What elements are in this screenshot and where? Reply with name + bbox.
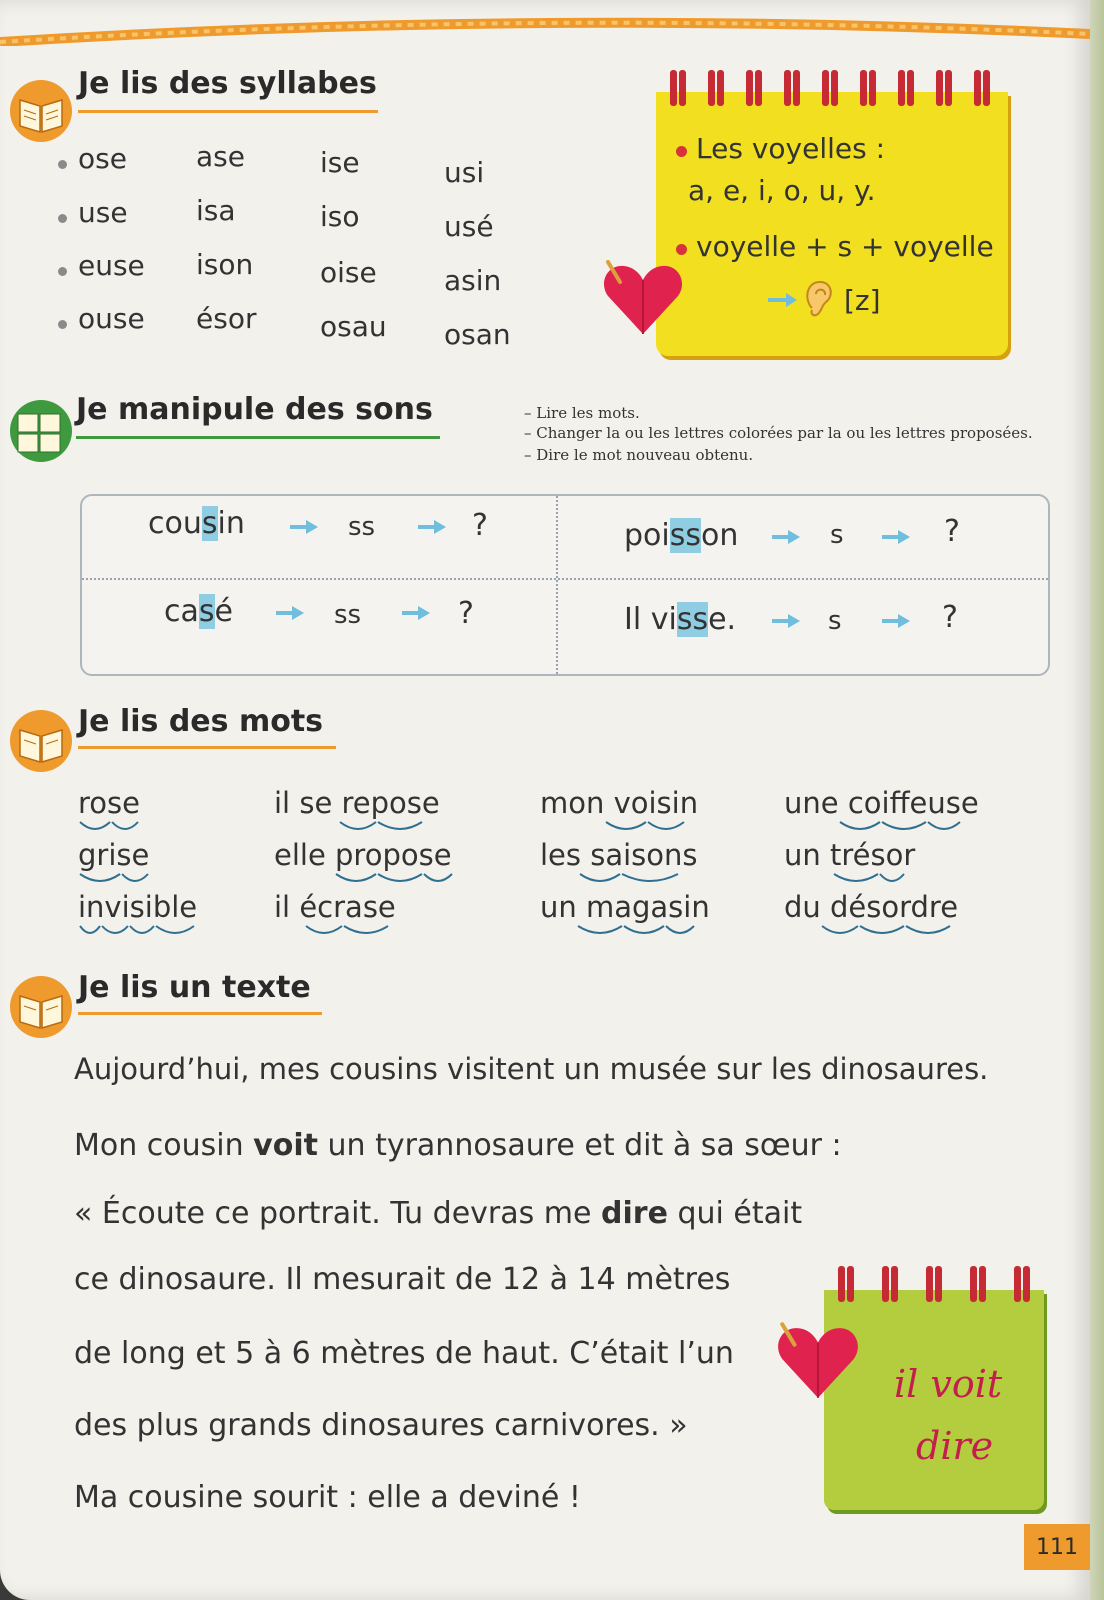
substitute-letters: s [830,520,844,550]
arrow-icon [418,520,446,534]
binder-ring [974,70,981,106]
question-mark: ? [944,514,960,549]
decorative-top-band [0,14,1090,46]
instruction-line: – Lire les mots. [524,404,640,422]
substitute-letters: ss [348,512,376,542]
syllable: oise [320,256,377,289]
binder-ring [838,1266,845,1302]
book-icon [6,76,76,146]
syllable: usi [444,156,485,189]
section-title-words: Je lis des mots [78,704,324,739]
syllable: isa [196,194,236,227]
syllable-arcs [70,818,1010,948]
text-line: ce dinosaure. Il mesurait de 12 à 14 mètres [74,1262,731,1297]
word: une coiffeuse [784,786,979,820]
binder-ring [1014,1266,1021,1302]
syllable: osau [320,310,387,343]
word-poisson: poisson [624,518,739,553]
binder-ring [936,70,943,106]
text-line: Aujourd’hui, mes cousins visitent un musée sur les dinosaures. [74,1052,989,1086]
rule-note [656,92,1008,356]
syllable: ise [320,146,360,179]
book-icon [6,706,76,776]
binder-ring [860,70,867,106]
vowels-label: Les voyelles : [696,132,886,165]
substitute-letters: s [828,606,842,636]
arrow-icon [772,614,800,628]
handwritten-word: dire [916,1424,994,1468]
heart-clip-icon [772,1314,864,1406]
word: les saisons [540,838,698,872]
title-underline [76,436,440,439]
table-divider [82,578,1048,580]
table-divider [556,496,558,674]
word: elle propose [274,838,452,872]
arrow-icon [276,606,304,620]
binder-ring [708,70,715,106]
word: un magasin [540,890,710,924]
syllable: ase [196,140,245,173]
arrow-icon [402,606,430,620]
word: il se repose [274,786,440,820]
title-underline [78,1012,322,1015]
arrow-icon [772,530,800,544]
text-line: des plus grands dinosaures carnivores. » [74,1408,688,1443]
question-mark: ? [942,600,958,635]
section-title-manipulate: Je manipule des sons [76,392,433,427]
title-underline [78,110,378,113]
text-line: de long et 5 à 6 mètres de haut. C’était l’un [74,1336,734,1371]
page-number: 111 [1024,1524,1090,1570]
bullet [676,146,687,157]
syllable: use [78,196,128,229]
syllable: ouse [78,302,145,335]
section-title-syllables: Je lis des syllabes [78,66,377,101]
binder-ring [898,70,905,106]
syllable: ose [78,142,127,175]
arrow-icon [882,530,910,544]
word: un trésor [784,838,916,872]
word: mon voisin [540,786,699,820]
word: rose [78,786,140,820]
question-mark: ? [458,596,474,631]
bullet [58,320,67,329]
bullet [58,160,67,169]
word-cousin: cousin [148,506,245,541]
book-icon [6,972,76,1042]
binder-ring [784,70,791,106]
text-line: Mon cousin voit un tyrannosaure et dit à sa sœur : [74,1128,842,1163]
binder-ring [746,70,753,106]
bullet [58,267,67,276]
vowels-list: a, e, i, o, u, y. [688,174,876,207]
word: du désordre [784,890,959,924]
text-line: Ma cousine sourit : elle a deviné ! [74,1480,581,1515]
syllable: ésor [196,302,257,335]
binder-ring [670,70,677,106]
sound-exercise-table [80,494,1050,676]
word-il-visse: Il visse. [624,602,737,637]
ear-icon [802,278,836,318]
sound-z: [z] [844,284,881,317]
syllable: ison [196,248,254,281]
bullet [58,214,67,223]
binder-ring [970,1266,977,1302]
title-underline [78,746,336,749]
syllable: iso [320,200,360,233]
arrow-icon [882,614,910,628]
binder-ring [926,1266,933,1302]
instruction-line: – Changer la ou les lettres colorées par la ou les lettres proposées. [524,424,1033,442]
substitute-letters: ss [334,600,362,630]
arrow-icon [768,292,798,308]
syllable: euse [78,249,145,282]
handwritten-word: il voit [894,1362,1003,1406]
syllable: asin [444,264,502,297]
section-title-text: Je lis un texte [78,970,311,1005]
question-mark: ? [472,508,488,543]
word-case: casé [164,594,233,629]
puzzle-icon [6,396,76,466]
heart-clip-icon [598,252,688,342]
syllable: usé [444,210,494,243]
binder-ring [822,70,829,106]
syllable: osan [444,318,511,351]
word: il écrase [274,890,396,924]
word: invisible [78,890,198,924]
instruction-line: – Dire le mot nouveau obtenu. [524,446,754,464]
page-edge [1090,0,1104,1600]
rule-text: voyelle + s + voyelle [696,230,994,263]
word: grise [78,838,150,872]
text-line: « Écoute ce portrait. Tu devras me dire qui était [74,1196,803,1231]
binder-ring [882,1266,889,1302]
arrow-icon [290,520,318,534]
